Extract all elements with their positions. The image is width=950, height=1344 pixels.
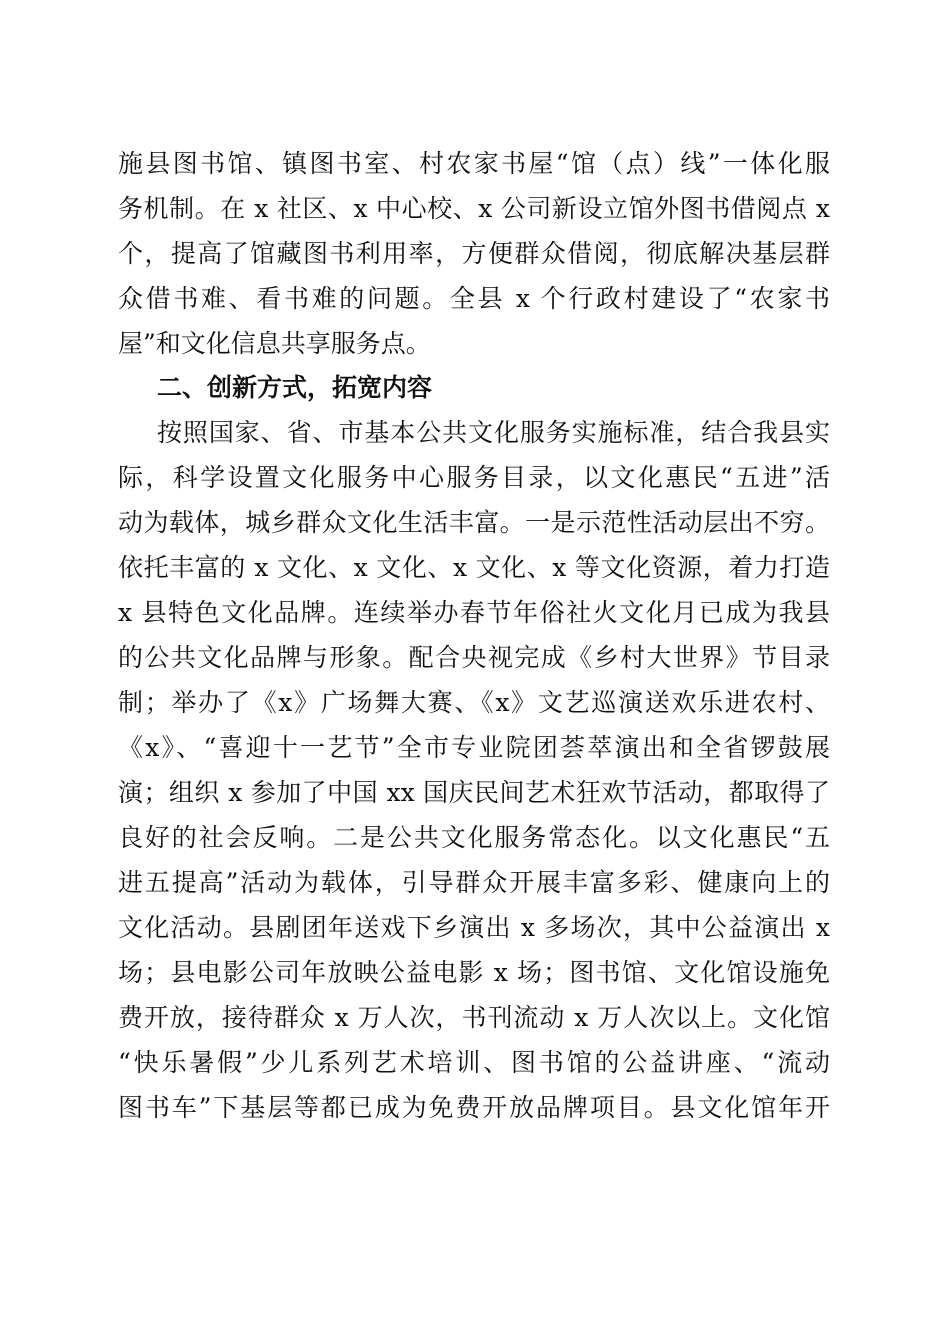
paragraph-2-line-8: 《x》、“喜迎十一艺节”全市专业院团荟萃演出和全省锣鼓展: [118, 733, 830, 762]
paragraph-2-line-6: 的公共文化品牌与形象。配合央视完成《乡村大世界》节目录: [118, 643, 830, 672]
paragraph-2-line-2: 际，科学设置文化服务中心服务目录，以文化惠民“五进”活: [118, 463, 830, 492]
paragraph-2-line-9: 演；组织 x 参加了中国 xx 国庆民间艺术狂欢节活动，都取得了: [118, 778, 830, 807]
paragraph-2-line-1: 按照国家、省、市基本公共文化服务实施标准，结合我县实: [157, 418, 830, 447]
paragraph-2-line-14: 费开放，接待群众 x 万人次，书刊流动 x 万人次以上。文化馆: [118, 1003, 830, 1032]
paragraph-2-line-15: “快乐暑假”少儿系列艺术培训、图书馆的公益讲座、“流动: [118, 1048, 830, 1077]
paragraph-1-line-5: 屋”和文化信息共享服务点。: [118, 329, 431, 358]
paragraph-2-line-7: 制；举办了《x》广场舞大赛、《x》文艺巡演送欢乐进农村、: [118, 688, 830, 717]
paragraph-2-line-5: x 县特色文化品牌。连续举办春节年俗社火文化月已成为我县: [118, 598, 830, 627]
paragraph-1-line-3: 个，提高了馆藏图书利用率，方便群众借阅，彻底解决基层群: [118, 239, 830, 268]
paragraph-2-line-13: 场；县电影公司年放映公益电影 x 场；图书馆、文化馆设施免: [118, 958, 830, 987]
paragraph-2-line-11: 进五提高”活动为载体，引导群众开展丰富多彩、健康向上的: [118, 868, 830, 897]
paragraph-1-line-1: 施县图书馆、镇图书室、村农家书屋“馆（点）线”一体化服: [118, 149, 830, 178]
paragraph-2-line-3: 动为载体，城乡群众文化生活丰富。一是示范性活动层出不穷。: [118, 508, 830, 537]
paragraph-2-line-12: 文化活动。县剧团年送戏下乡演出 x 多场次，其中公益演出 x: [118, 913, 830, 942]
paragraph-2-line-4: 依托丰富的 x 文化、x 文化、x 文化、x 等文化资源，着力打造: [118, 553, 830, 582]
paragraph-1-line-4: 众借书难、看书难的问题。全县 x 个行政村建设了“农家书: [118, 284, 830, 313]
paragraph-1-line-2: 务机制。在 x 社区、x 中心校、x 公司新设立馆外图书借阅点 x: [118, 194, 830, 223]
section-heading: 二、创新方式，拓宽内容: [157, 373, 433, 402]
paragraph-2-line-16: 图书车”下基层等都已成为免费开放品牌项目。县文化馆年开: [118, 1093, 830, 1122]
paragraph-2-line-10: 良好的社会反响。二是公共文化服务常态化。以文化惠民“五: [118, 823, 830, 852]
